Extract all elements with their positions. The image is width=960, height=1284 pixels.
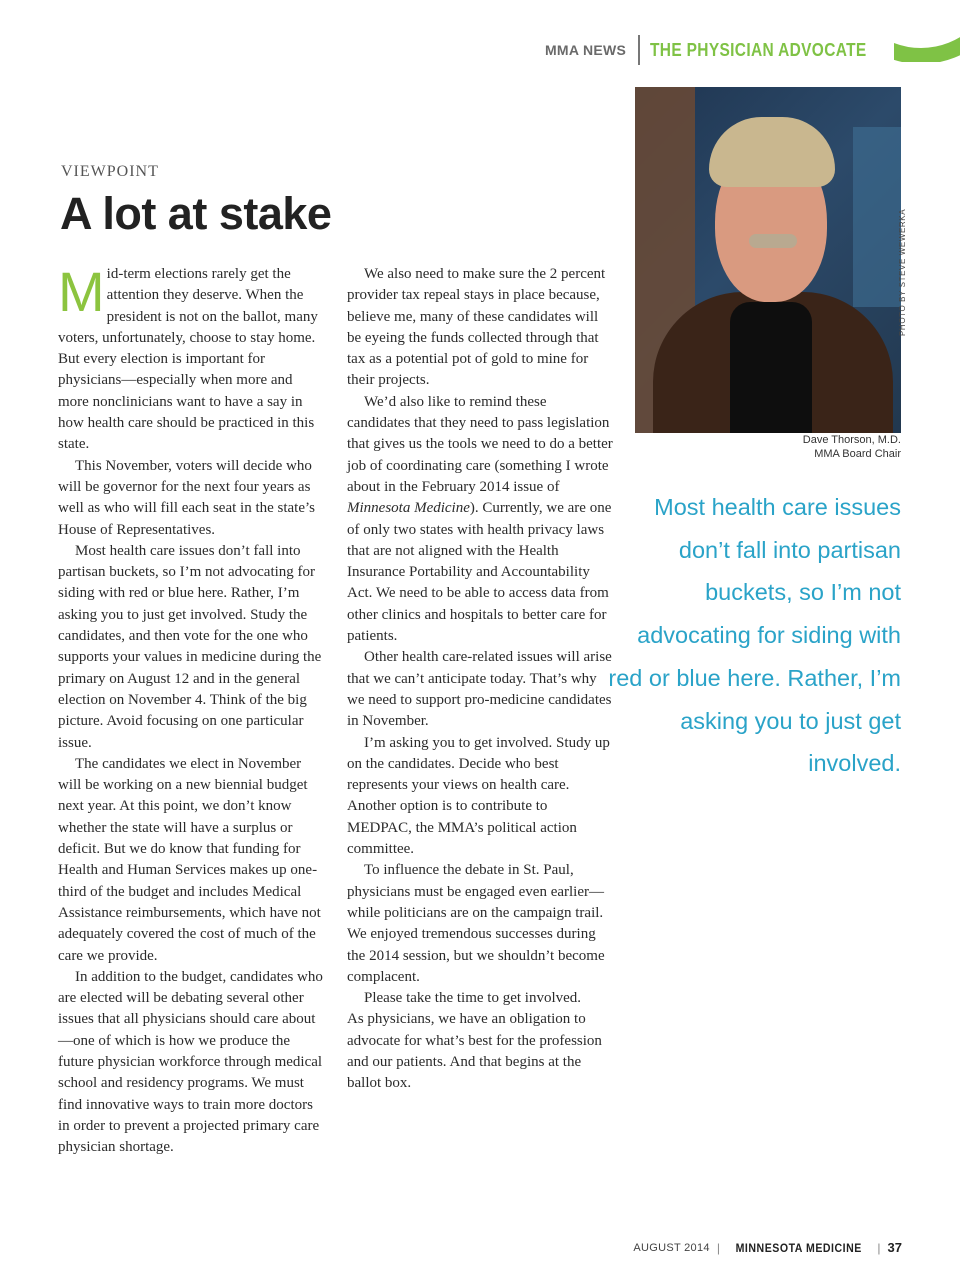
- article-paragraph: Most health care issues don’t fall into partisan buckets, so I’m not advocating for siding with red or blue here. Rather, I’m asking you to just get involved. Study the candidates, and then vote for the one who supports your values in medicine during the primary on August 12 and in the general election on November 4. Think of the big picture. Avoid focusing on one particular issue.: [58, 542, 322, 751]
- photo-mustache: [749, 234, 797, 248]
- article-paragraph: To influence the debate in St. Paul, physicians must be engaged even earlier—while politicians are on the campaign trail. We enjoyed tremendous successes during the 2014 session, but we shouldn’t become complacent.: [347, 862, 605, 985]
- article-title: A lot at stake: [60, 188, 332, 239]
- footer-divider: |: [877, 1240, 881, 1255]
- article-paragraph: As physicians, we have an obligation to advocate for what’s best for the profession and our patients. And that begins at the ballot box.: [347, 1011, 602, 1092]
- issue-date: AUGUST 2014: [633, 1241, 710, 1254]
- author-photo: [635, 87, 901, 433]
- photo-caption: [803, 433, 901, 461]
- article-paragraph: The candidates we elect in November will be working on a new biennial budget next year. At this point, we don’t know whether the state will have a surplus or deficit. But we do know that funding for Health and Human Services makes up one-third of the budget and includes Medical Assistance reimbursements, which have not adequately covered the cost of much of the care we provide.: [58, 755, 321, 964]
- article-paragraph: I’m asking you to get involved. Study up on the candidates. Decide who best represents your views on health care. Another option is to contribute to MEDPAC, the MMA’s political action committee.: [347, 734, 610, 858]
- caption-name: Dave Thorson, M.D.: [802, 434, 901, 446]
- page-number: 37: [887, 1240, 902, 1255]
- paragraph-text: id-term elections rarely get the attention they deserve. When the president is not on the ballot, many voters, unfortunately, choose to stay home. But every election is important for physicians—especially when more and more nonclinicians want to have a say in how health care should be practiced in this state.: [58, 266, 318, 453]
- article-kicker: VIEWPOINT: [61, 163, 159, 180]
- photo-background-right: [853, 127, 901, 307]
- photo-shirt: [730, 302, 812, 433]
- article-column-2: [347, 264, 613, 1095]
- page-footer: [633, 1240, 902, 1255]
- publication-title: Minnesota Medicine: [347, 500, 470, 517]
- article-paragraph: Other health care-related issues will arise that we can’t anticipate today. That’s why we need to support pro-medicine candidates in November.: [347, 649, 612, 730]
- corner-arc-decoration: [894, 0, 960, 62]
- pull-quote: Most health care issues don’t fall into partisan buckets, so I’m not advocating for siding with red or blue here. Rather, I’m asking you to just get involved.: [608, 494, 901, 777]
- footer-divider: |: [716, 1240, 720, 1255]
- photo-hair: [709, 117, 835, 187]
- article-paragraph: [58, 260, 324, 456]
- article-paragraph: This November, voters will decide who will be governor for the next four years as well as who will fill each seat in the state’s House of Representatives.: [58, 457, 316, 538]
- header-divider: [638, 35, 640, 65]
- drop-cap: M: [58, 260, 105, 323]
- section-label: MMA NEWS: [544, 42, 627, 58]
- paragraph-text: We’d also like to remind these candidates that they need to pass legislation that gives us the tools we need to do a better job of coordinating care (something I wrote about in the February 2014 issue of: [347, 393, 613, 495]
- article-column-1: [58, 260, 324, 1158]
- magazine-name: MINNESOTA MEDICINE: [735, 1240, 862, 1255]
- article-paragraph: We also need to make sure the 2 percent provider tax repeal stays in place because, believe me, many of these candidates will be eyeing the funds collected through that tax as a potential pot of gold to mine for their projects.: [347, 266, 606, 389]
- page-header: [545, 34, 902, 66]
- department-label: THE PHYSICIAN ADVOCATE: [650, 39, 867, 60]
- article-paragraph: In addition to the budget, candidates who are elected will be debating several other issues that all physicians should care about—one of which is how we produce the future physician workforce through medical school and residency programs. We must find innovative ways to train more doctors in order to prevent a projected primary care physician shortage.: [58, 968, 323, 1156]
- article-paragraph: Please take the time to get involved.: [364, 990, 582, 1007]
- photo-credit: PHOTO BY STEVE WEWERKA: [898, 208, 907, 336]
- paragraph-text: ). Currently, we are one of only two states with health privacy laws that are not aligned with the Health Insurance Portability and Accountability Act. We need to be able to access data from other clinics and hospitals to better care for patients.: [347, 500, 612, 645]
- caption-title: MMA Board Chair: [814, 448, 901, 460]
- article-paragraph: [347, 392, 613, 648]
